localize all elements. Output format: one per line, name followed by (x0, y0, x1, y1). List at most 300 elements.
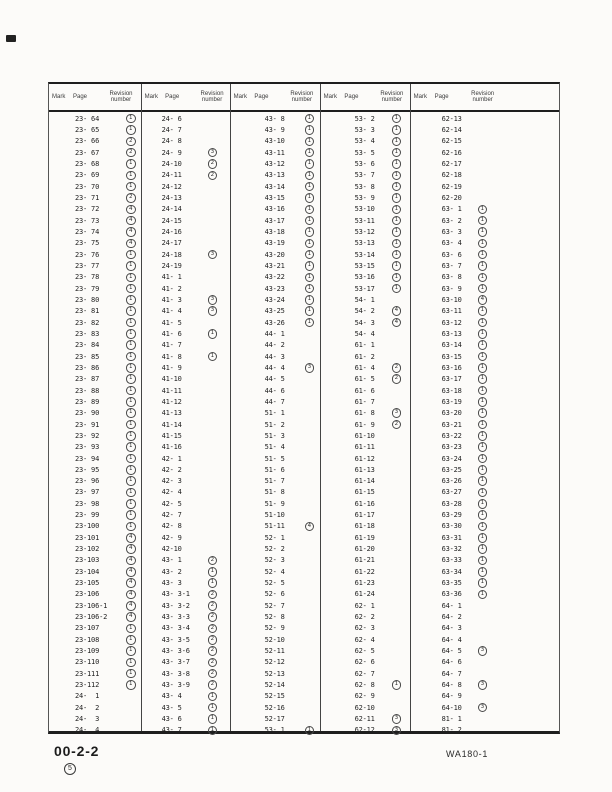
page-cell: 24- 7 (161, 125, 182, 134)
table-row (231, 147, 320, 158)
page-cell: 23-108 (75, 635, 100, 644)
page-cell: 43-19 (264, 239, 285, 248)
revision-number-badge: 1 (478, 239, 488, 249)
table-row (231, 509, 320, 520)
page-cell: 41-11 (161, 386, 182, 395)
page-cell: 24-13 (161, 193, 182, 202)
header-revision-number: Revision number (380, 90, 404, 103)
page-cell: 41-12 (161, 397, 182, 406)
table-column-group-4 (320, 84, 410, 735)
page-cell: 63-16 (441, 363, 462, 372)
revision-cell (478, 420, 488, 430)
revision-number-badge: 1 (305, 137, 315, 147)
table-row (142, 181, 230, 192)
page-cell: 43- 3-2 (161, 601, 190, 610)
revision-number-badge: 1 (478, 363, 488, 373)
column-group-header (321, 84, 410, 112)
table-row (321, 158, 410, 169)
table-row (411, 260, 559, 271)
table-column-group-1 (49, 84, 141, 735)
table-row (321, 249, 410, 260)
page-cell: 23-111 (75, 669, 100, 678)
page-cell: 41-10 (161, 375, 182, 384)
page-cell: 54- 1 (354, 295, 375, 304)
page-cell: 41-13 (161, 409, 182, 418)
page-cell: 53- 6 (354, 159, 375, 168)
revision-cell (126, 397, 136, 407)
page-cell: 42-10 (161, 545, 182, 554)
table-row (231, 634, 320, 645)
table-row (231, 702, 320, 713)
revision-number-badge: 1 (478, 510, 488, 520)
page-cell: 23- 88 (75, 386, 100, 395)
table-row (321, 442, 410, 453)
table-row (142, 374, 230, 385)
revision-number-badge: 1 (478, 216, 488, 226)
revision-cell (392, 408, 402, 418)
page-cell: 23- 83 (75, 329, 100, 338)
table-row (142, 555, 230, 566)
revision-cell (392, 420, 402, 430)
table-row (321, 408, 410, 419)
table-row (49, 170, 141, 181)
page-cell: 64- 2 (441, 613, 462, 622)
revision-number-badge: 4 (126, 216, 136, 226)
table-row (411, 136, 559, 147)
table-row (321, 645, 410, 656)
table-row (231, 713, 320, 724)
footer-page-revision-mark-value: 5 (68, 765, 72, 772)
page-cell: 61-19 (354, 533, 375, 542)
revision-number-badge: 1 (305, 227, 315, 237)
page-cell: 23-112 (75, 681, 100, 690)
page-cell: 61-12 (354, 454, 375, 463)
page-cell: 53-17 (354, 284, 375, 293)
revision-number-badge: 1 (392, 159, 402, 169)
revision-number-badge: 1 (208, 329, 218, 339)
revision-number-badge: 1 (478, 318, 488, 328)
table-row (49, 430, 141, 441)
table-row (231, 453, 320, 464)
page-cell: 63-18 (441, 386, 462, 395)
table-row (411, 600, 559, 611)
table-row (231, 464, 320, 475)
revision-number-badge: 1 (305, 216, 315, 226)
page-cell: 23- 86 (75, 363, 100, 372)
page-cell: 51- 2 (264, 420, 285, 429)
revision-number-badge: 1 (126, 454, 136, 464)
page-cell: 23- 65 (75, 125, 100, 134)
revision-cell (126, 125, 136, 135)
table-row (231, 476, 320, 487)
page-cell: 62- 9 (354, 692, 375, 701)
revision-cell (392, 171, 402, 181)
table-row (142, 691, 230, 702)
revision-cell (126, 284, 136, 294)
page-cell: 62- 4 (354, 635, 375, 644)
table-row (231, 408, 320, 419)
page-cell: 23- 67 (75, 148, 100, 157)
table-row (142, 136, 230, 147)
page-cell: 23- 78 (75, 273, 100, 282)
page-cell: 52-15 (264, 692, 285, 701)
registration-mark (6, 35, 16, 42)
revision-cell (126, 624, 136, 634)
page-cell: 63-20 (441, 409, 462, 418)
table-row (411, 611, 559, 622)
revision-number-badge: 1 (478, 465, 488, 475)
table-row (231, 260, 320, 271)
page-cell: 63-19 (441, 397, 462, 406)
table-row (411, 124, 559, 135)
table-row (142, 623, 230, 634)
page-cell: 63-25 (441, 465, 462, 474)
table-row (321, 351, 410, 362)
page-cell: 41- 8 (161, 352, 182, 361)
page-cell: 63-36 (441, 590, 462, 599)
revision-number-badge: 1 (126, 340, 136, 350)
table-row (142, 645, 230, 656)
page-cell: 43-14 (264, 182, 285, 191)
page-cell: 81- 2 (441, 726, 462, 735)
revision-cell (392, 363, 402, 373)
table-row (49, 283, 141, 294)
page-cell: 23- 95 (75, 465, 100, 474)
revision-cell (126, 635, 136, 645)
table-row (321, 509, 410, 520)
page-cell: 42- 9 (161, 533, 182, 542)
page-cell: 51- 1 (264, 409, 285, 418)
revision-number-badge: 3 (392, 408, 402, 418)
table-row (231, 124, 320, 135)
revision-cell (126, 669, 136, 679)
table-row (321, 226, 410, 237)
revision-cell (305, 205, 315, 215)
revision-cell (208, 306, 218, 316)
page-cell: 54- 2 (354, 307, 375, 316)
revision-cell (208, 669, 218, 679)
table-row (49, 328, 141, 339)
page-cell: 63-32 (441, 545, 462, 554)
table-row (142, 713, 230, 724)
page-cell: 63-23 (441, 443, 462, 452)
table-row (231, 498, 320, 509)
table-row (231, 611, 320, 622)
table-row (321, 498, 410, 509)
revision-number-badge: 2 (126, 148, 136, 158)
table-column-group-3 (230, 84, 320, 735)
revision-cell (126, 306, 136, 316)
revision-cell (478, 250, 488, 260)
revision-cell (305, 250, 315, 260)
table-row (142, 668, 230, 679)
table-row (49, 124, 141, 135)
page-cell: 42- 4 (161, 488, 182, 497)
page-cell: 54- 4 (354, 329, 375, 338)
table-row (411, 215, 559, 226)
revision-cell (478, 499, 488, 509)
revision-cell (208, 726, 218, 736)
revision-number-badge: 1 (126, 499, 136, 509)
page-cell: 43- 5 (161, 703, 182, 712)
table-row (411, 351, 559, 362)
table-row (231, 396, 320, 407)
page-cell: 23- 93 (75, 443, 100, 452)
table-row (49, 498, 141, 509)
revision-number-badge: 1 (126, 386, 136, 396)
page-cell: 62-18 (441, 171, 462, 180)
table-row (231, 249, 320, 260)
revision-number-badge: 1 (392, 239, 402, 249)
table-row (49, 419, 141, 430)
revision-cell (126, 442, 136, 452)
table-row (49, 317, 141, 328)
page-cell: 42- 3 (161, 477, 182, 486)
revision-number-badge: 1 (208, 578, 218, 588)
table-row (411, 623, 559, 634)
page-cell: 24-11 (161, 171, 182, 180)
page-cell: 62-11 (354, 715, 375, 724)
table-row (321, 566, 410, 577)
header-page: Page (434, 94, 449, 100)
revision-cell (208, 159, 218, 169)
revision-number-badge: 1 (208, 703, 218, 713)
page-cell: 52-16 (264, 703, 285, 712)
revision-number-badge: 1 (208, 726, 218, 736)
table-row (321, 702, 410, 713)
revision-cell (126, 227, 136, 237)
revision-number-badge: 1 (305, 239, 315, 249)
page-cell: 23- 76 (75, 250, 100, 259)
table-row (411, 374, 559, 385)
revision-cell (126, 556, 136, 566)
revision-cell (478, 476, 488, 486)
table-row (411, 634, 559, 645)
table-row (321, 476, 410, 487)
page-cell: 43- 3-4 (161, 624, 190, 633)
page-cell: 41- 6 (161, 329, 182, 338)
revision-cell (305, 726, 315, 736)
table-row (411, 317, 559, 328)
table-row (49, 158, 141, 169)
revision-cell (126, 239, 136, 249)
table-row (321, 419, 410, 430)
page-cell: 63-31 (441, 533, 462, 542)
page-cell: 53- 3 (354, 125, 375, 134)
table-row (142, 476, 230, 487)
table-row (411, 476, 559, 487)
table-row (411, 702, 559, 713)
page-cell: 62-20 (441, 193, 462, 202)
table-row (49, 634, 141, 645)
revision-cell (392, 261, 402, 271)
page-cell: 64- 4 (441, 635, 462, 644)
revision-number-badge: 1 (478, 352, 488, 362)
table-row (231, 181, 320, 192)
table-row (49, 294, 141, 305)
revision-number-badge: 1 (305, 273, 315, 283)
revision-cell (305, 306, 315, 316)
table-row (321, 124, 410, 135)
page-cell: 51- 3 (264, 431, 285, 440)
page-cell: 61-15 (354, 488, 375, 497)
revision-number-badge: 1 (126, 250, 136, 260)
page-cell: 63-27 (441, 488, 462, 497)
table-row (321, 396, 410, 407)
table-row (411, 385, 559, 396)
table-row (321, 430, 410, 441)
revision-number-badge: 1 (478, 590, 488, 600)
page-cell: 24- 6 (161, 114, 182, 123)
column-group-body (321, 112, 410, 736)
revision-cell (392, 216, 402, 226)
page-cell: 53-11 (354, 216, 375, 225)
revision-cell (208, 658, 218, 668)
revision-number-badge: 1 (126, 284, 136, 294)
revision-cell (392, 250, 402, 260)
page-cell: 44- 2 (264, 341, 285, 350)
page-cell: 62- 1 (354, 601, 375, 610)
revision-cell (126, 658, 136, 668)
page-cell: 64- 3 (441, 624, 462, 633)
revision-cell (208, 567, 218, 577)
page-cell: 63- 7 (441, 261, 462, 270)
revision-cell (478, 544, 488, 554)
table-row (142, 328, 230, 339)
revision-cell (126, 578, 136, 588)
revision-cell (478, 431, 488, 441)
page-cell: 64- 1 (441, 601, 462, 610)
table-row (231, 623, 320, 634)
table-row (142, 204, 230, 215)
revision-number-badge: 3 (392, 726, 402, 736)
page-cell: 52- 5 (264, 579, 285, 588)
revision-number-badge: 2 (208, 159, 218, 169)
revision-number-badge: 1 (208, 567, 218, 577)
table-row (142, 442, 230, 453)
revision-number-badge: 3 (478, 703, 488, 713)
revision-cell (126, 454, 136, 464)
page-cell: 63- 1 (441, 205, 462, 214)
revision-number-badge: 1 (478, 227, 488, 237)
page-cell: 43-17 (264, 216, 285, 225)
page-cell: 52-11 (264, 647, 285, 656)
revision-cell (392, 159, 402, 169)
revision-number-badge: 1 (126, 374, 136, 384)
revision-number-badge: 3 (208, 148, 218, 158)
table-row (142, 317, 230, 328)
revision-cell (126, 420, 136, 430)
revision-cell (208, 171, 218, 181)
table-row (411, 306, 559, 317)
revision-cell (305, 125, 315, 135)
page-cell: 64- 8 (441, 681, 462, 690)
page-cell: 52- 9 (264, 624, 285, 633)
page-cell: 63-35 (441, 579, 462, 588)
revision-cell (126, 363, 136, 373)
revision-number-badge: 2 (208, 635, 218, 645)
revision-cell (478, 374, 488, 384)
revision-number-badge: 4 (126, 239, 136, 249)
revision-number-badge: 1 (392, 125, 402, 135)
page-cell: 23-105 (75, 579, 100, 588)
table-row (321, 181, 410, 192)
table-row (49, 374, 141, 385)
page-cell: 81- 1 (441, 715, 462, 724)
revision-number-badge: 1 (305, 295, 315, 305)
revision-cell (392, 306, 402, 316)
header-page: Page (165, 94, 180, 100)
page-cell: 23- 75 (75, 239, 100, 248)
table-row (321, 679, 410, 690)
page-cell: 61-22 (354, 567, 375, 576)
table-row (411, 668, 559, 679)
revision-cell (208, 692, 218, 702)
table-row (411, 419, 559, 430)
revision-number-badge: 4 (126, 612, 136, 622)
table-row (49, 249, 141, 260)
page-cell: 53-10 (354, 205, 375, 214)
column-group-header (142, 84, 230, 112)
revision-cell (208, 352, 218, 362)
header-mark: Mark (233, 94, 247, 100)
page-cell: 61- 8 (354, 409, 375, 418)
table-row (411, 498, 559, 509)
page-cell: 52- 1 (264, 533, 285, 542)
table-row (411, 555, 559, 566)
revision-number-badge: 4 (126, 578, 136, 588)
table-row (49, 136, 141, 147)
page-cell: 23- 87 (75, 375, 100, 384)
table-row (411, 713, 559, 724)
revision-cell (126, 499, 136, 509)
page-cell: 43- 4 (161, 692, 182, 701)
table-row (49, 476, 141, 487)
table-row (142, 249, 230, 260)
page-cell: 51- 6 (264, 465, 285, 474)
table-row (142, 408, 230, 419)
page-cell: 43-21 (264, 261, 285, 270)
table-row (321, 147, 410, 158)
table-row (411, 272, 559, 283)
revision-cell (392, 114, 402, 124)
page-cell: 43- 3-9 (161, 681, 190, 690)
revision-cell (305, 159, 315, 169)
revision-number-badge: 1 (478, 397, 488, 407)
table-row (49, 147, 141, 158)
table-row (231, 272, 320, 283)
revision-cell (392, 284, 402, 294)
table-row (411, 509, 559, 520)
table-row (411, 147, 559, 158)
revision-cell (126, 171, 136, 181)
page-cell: 42- 5 (161, 499, 182, 508)
revision-number-badge: 1 (478, 284, 488, 294)
page-cell: 62-14 (441, 125, 462, 134)
table-row (411, 249, 559, 260)
table-row (142, 634, 230, 645)
revision-cell (478, 205, 488, 215)
page-cell: 61- 6 (354, 386, 375, 395)
revision-number-badge: 4 (305, 522, 315, 532)
page-cell: 41-15 (161, 431, 182, 440)
header-page: Page (344, 94, 359, 100)
table-row (321, 238, 410, 249)
table-row (142, 362, 230, 373)
page-cell: 23-104 (75, 567, 100, 576)
revision-cell (478, 590, 488, 600)
table-row (142, 272, 230, 283)
